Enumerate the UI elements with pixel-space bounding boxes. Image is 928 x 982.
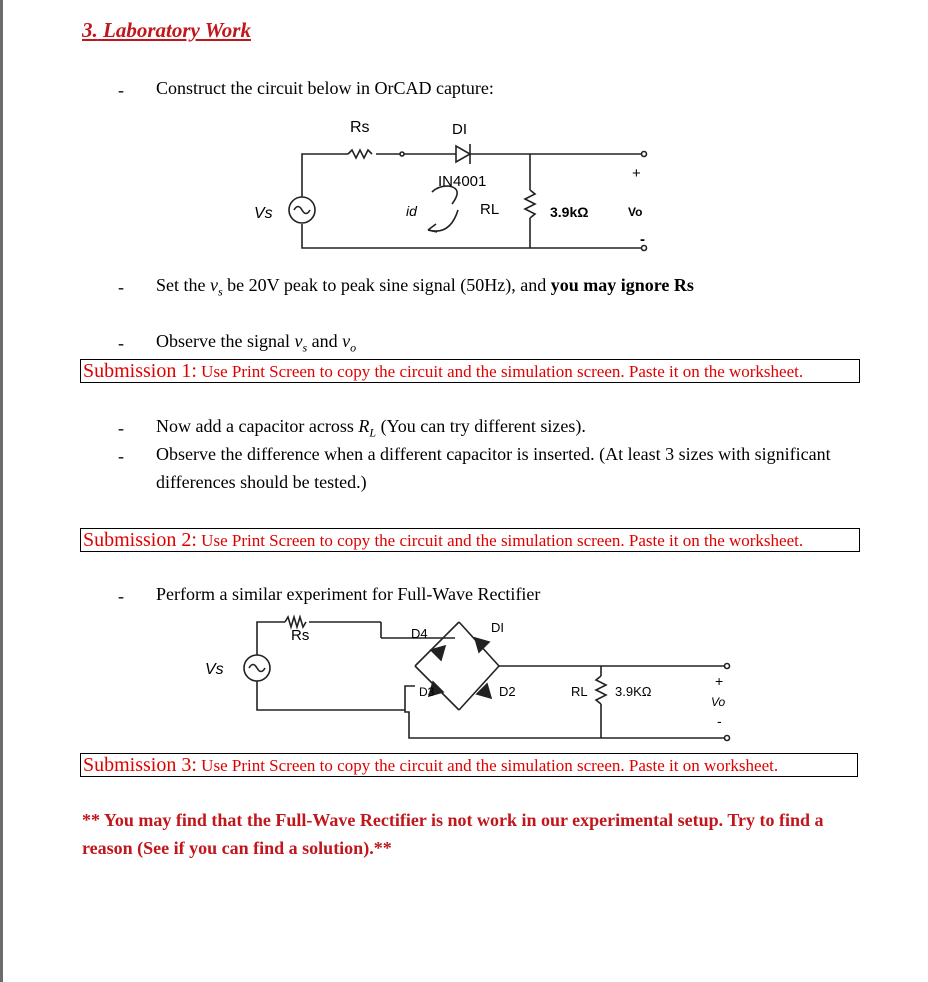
construct-instruction: Construct the circuit below in OrCAD capture: [156,78,494,98]
c1-diode-label: IN4001 [438,173,487,190]
c2-d3-label: D3 [419,685,435,699]
full-wave-circuit-diagram [195,608,755,750]
submission-1-text: Use Print Screen to copy the circuit and the simulation screen. Paste it on the worksheet. [201,362,804,381]
c1-rl-value: 3.9kΩ [550,204,589,220]
c1-di-label: DI [452,121,467,138]
submission-2-text: Use Print Screen to copy the circuit and the simulation screen. Paste it on the worksheet. [201,531,804,550]
section-heading [82,18,251,43]
capacitor-instruction: Now add a capacitor across $R_L$ (You can try different sizes). [156,416,586,440]
c2-minus-sign: - [717,713,722,729]
page-left-border [0,0,3,982]
full-wave-note-line2: reason (See if you can find a solution).** [82,838,392,858]
c2-rl-label: RL [571,684,588,699]
section-number: 3. [82,18,98,42]
bullet-dash: - [118,333,124,353]
bullet-dash: - [118,277,124,297]
c1-plus-sign: + [632,165,641,182]
c1-id-label: id [406,203,417,219]
bullet-dash: - [118,80,124,100]
c1-rl-label: RL [480,201,500,218]
submission-1-box [80,359,860,383]
c2-d4-label: D4 [411,626,428,641]
c2-d1-label: DI [491,620,504,635]
c2-vo-label: Vo [711,695,726,709]
c2-rl-value: 3.9KΩ [615,684,652,699]
submission-2-label: Submission 2: [83,529,197,551]
section-title: Laboratory Work [103,18,251,42]
bullet-dash: - [118,446,124,466]
half-wave-circuit-diagram [230,112,670,262]
c1-minus-sign: - [640,231,645,248]
c2-vs-label: Vs [205,661,224,678]
bullet-dash: - [118,586,124,606]
full-wave-note-line1: ** You may find that the Full-Wave Rectifier is not work in our experimental setup. Try to find a [82,810,824,830]
bullet-dash: - [118,418,124,438]
c1-vs-label: Vs [254,205,273,222]
c1-vo-label: Vo [628,205,643,219]
c1-rs-label: Rs [350,119,370,136]
full-wave-instruction: Perform a similar experiment for Full-Wave Rectifier [156,584,541,604]
submission-3-text: Use Print Screen to copy the circuit and the simulation screen. Paste it on worksheet. [201,756,779,775]
submission-2-box [80,528,860,552]
c2-plus-sign: + [715,673,724,689]
submission-3-label: Submission 3: [83,754,197,776]
set-signal-instruction: Set the $v_s$ be 20V peak to peak sine signal (50Hz), and you may ignore Rs [156,275,694,299]
c2-rs-label: Rs [291,627,310,644]
difference-instruction-line1: Observe the difference when a different capacitor is inserted. (At least 3 sizes with significant [156,444,831,464]
difference-instruction-line2: differences should be tested.) [156,472,367,492]
submission-3-box [80,753,858,777]
observe-instruction: Observe the signal $v_s$ and $v_o$ [156,331,357,355]
submission-1-label: Submission 1: [83,360,197,382]
c2-d2-label: D2 [499,684,516,699]
